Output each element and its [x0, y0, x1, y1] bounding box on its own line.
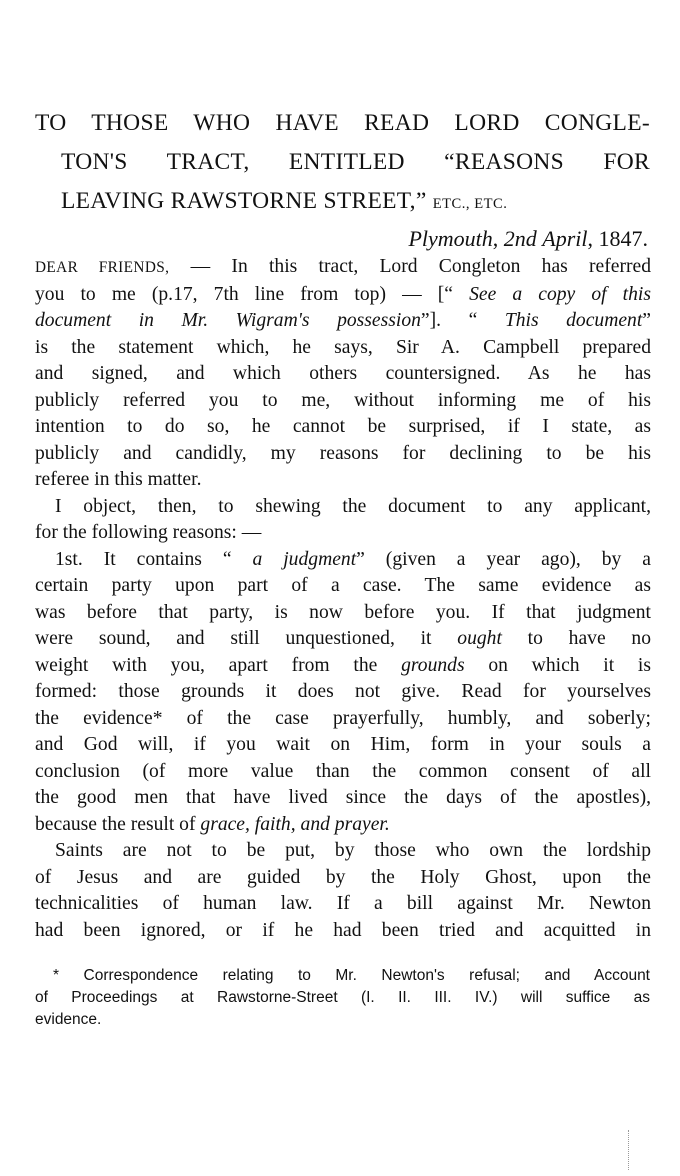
- paragraph: [35, 547, 651, 839]
- document-heading: [35, 104, 650, 224]
- text-run: you to me (p.17, 7th line from top) — [“: [35, 283, 470, 305]
- heading-line: [61, 182, 650, 224]
- text-run: — In this tract, Lord Congleton has referred: [169, 256, 652, 277]
- text-line: [35, 918, 651, 945]
- text-run: because the result of: [35, 813, 201, 835]
- footnote: [35, 965, 650, 1031]
- text-line: [35, 282, 651, 309]
- text-line: [35, 732, 651, 759]
- date-month: April: [542, 226, 588, 251]
- text-line: [35, 573, 651, 600]
- text-run: were sound, and still unquestioned, it: [35, 628, 458, 649]
- date-year: 1847.: [598, 226, 648, 251]
- text-line: [35, 679, 651, 706]
- text-line: [35, 467, 651, 494]
- text-line: [35, 785, 651, 812]
- text-run: formed: those grounds it does not give. Read for yourselves: [35, 681, 651, 702]
- italic-run: See a copy of this: [469, 283, 651, 305]
- text-run: and God will, if you wait on Him, form in your souls a: [35, 734, 651, 755]
- text-line: [35, 626, 651, 653]
- text-run: and signed, and which others countersigned. As he has: [35, 363, 651, 384]
- italic-run: grace, faith, and prayer.: [200, 813, 390, 835]
- italic-run: ought: [457, 628, 502, 649]
- text-line: [35, 600, 651, 627]
- text-run: ”: [642, 310, 651, 331]
- dateline: Plymouth, 2nd April, 1847.: [408, 226, 648, 251]
- text-line: [35, 441, 651, 468]
- text-run: 1st. It contains “: [55, 548, 253, 570]
- heading-line: TON'S TRACT, ENTITLED “REASONS FOR: [61, 149, 650, 175]
- scan-margin-mark: [628, 1130, 630, 1170]
- text-run: publicly referred you to me, without informing me of his: [35, 389, 651, 411]
- text-line: [35, 891, 651, 918]
- heading-line: TO THOSE WHO HAVE READ LORD CONGLE-: [35, 110, 650, 136]
- footnote-line: * Correspondence relating to Mr. Newton's refusal; and Account: [53, 967, 650, 984]
- text-run: certain party upon part of a case. The same evidence as: [35, 575, 651, 596]
- text-line: [35, 308, 651, 335]
- text-line: [35, 254, 651, 282]
- italic-run: grounds: [401, 654, 465, 676]
- paragraph: [35, 838, 651, 944]
- text-line: [35, 388, 651, 415]
- text-line: [35, 547, 651, 574]
- text-run: intention to do so, he cannot be surprised, if I state, as: [35, 416, 651, 437]
- text-run: referee in this matter.: [35, 469, 202, 490]
- italic-run: This document: [504, 310, 643, 331]
- text-run: ”]. “: [420, 310, 505, 331]
- text-line: [35, 520, 651, 547]
- text-line: [35, 865, 651, 892]
- date-place: Plymouth: [408, 226, 493, 251]
- small-caps-salutation: DEAR FRIENDS,: [35, 259, 170, 276]
- text-line: [35, 759, 651, 786]
- text-run: conclusion (of more value than the common consent of all: [35, 760, 651, 782]
- text-run: ” (given a year ago), by a: [356, 548, 651, 570]
- text-line: [35, 335, 651, 362]
- text-run: is the statement which, he says, Sir A. Campbell prepared: [35, 336, 651, 358]
- text-run: weight with you, apart from the: [35, 654, 402, 676]
- text-run: was before that party, is now before you. If that judgment: [35, 601, 651, 623]
- text-run: Saints are not to be put, by those who own the lordship: [55, 840, 651, 861]
- text-line: [35, 706, 651, 733]
- text-run: of Jesus and are guided by the Holy Ghost, upon the: [35, 866, 651, 888]
- text-line: [35, 653, 651, 680]
- text-run: the evidence* of the case prayerfully, humbly, and soberly;: [35, 707, 651, 729]
- text-run: technicalities of human law. If a bill against Mr. Newton: [35, 893, 651, 914]
- footnote-line: evidence.: [35, 1011, 102, 1028]
- text-line: [35, 812, 651, 839]
- paragraph: [35, 254, 651, 494]
- letter-body: [35, 254, 651, 944]
- text-run: the good men that have lived since the days of the apostles),: [35, 787, 651, 808]
- text-line: [35, 838, 651, 865]
- date-day: 2nd: [503, 226, 537, 251]
- text-line: [35, 361, 651, 388]
- text-run: publicly and candidly, my reasons for declining to be his: [35, 442, 651, 464]
- heading-line-text: LEAVING RAWSTORNE STREET,”: [61, 188, 427, 214]
- text-run: I object, then, to shewing the document to any applicant,: [55, 495, 651, 517]
- footnote-line: of Proceedings at Rawstorne-Street (I. II. III. IV.) will suffice as: [35, 989, 650, 1006]
- paragraph: [35, 494, 651, 547]
- text-run: for the following reasons: —: [35, 522, 262, 543]
- italic-run: document in Mr. Wigram's possession: [35, 310, 421, 331]
- text-run: to have no: [501, 628, 651, 649]
- text-run: on which it is: [464, 654, 652, 676]
- text-run: had been ignored, or if he had been tried and acquitted in: [35, 919, 651, 941]
- text-line: [35, 494, 651, 521]
- text-line: [35, 414, 651, 441]
- heading-suffix: ETC., ETC.: [432, 196, 508, 212]
- italic-run: a judgment: [252, 548, 357, 570]
